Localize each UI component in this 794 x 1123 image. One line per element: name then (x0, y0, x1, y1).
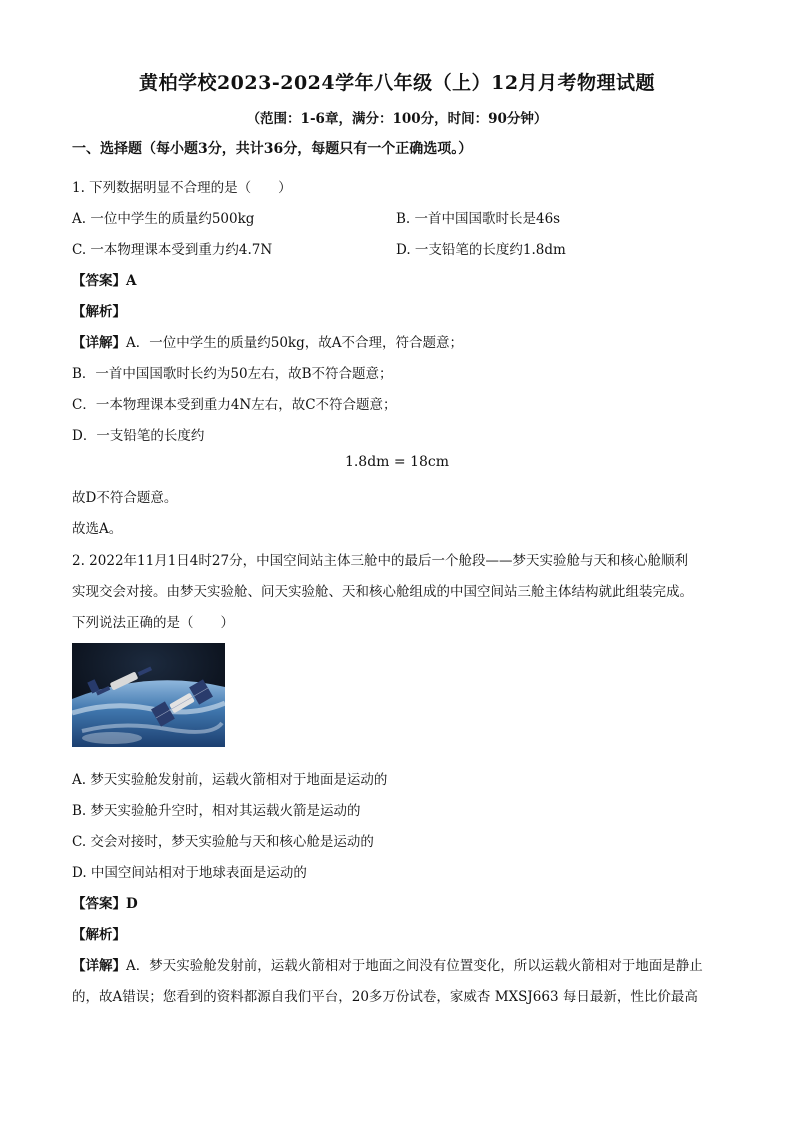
q1-detail-b: B．一首中国国歌时长约为50左右，故B不符合题意； (72, 366, 393, 382)
q2-answer: 【答案】D (72, 896, 138, 912)
q1-detail-a-text: A．一位中学生的质量约50kg，故A不合理，符合题意； (126, 335, 463, 351)
q1-detail-c: C．一本物理课本受到重力4N左右，故C不符合题意； (72, 397, 397, 413)
q2-stem-line-2: 实现交会对接。由梦天实验舱、问天实验舱、天和核心舱组成的中国空间站三舱主体结构就此组装完成。 (72, 584, 693, 600)
q2-detail-line-2: 的，故A错误；您看到的资料都源自我们平台，20多万份试卷，家威杏 MXSJ663 每日最新，性比价最高 (72, 989, 698, 1005)
q1-detail-d-conclusion: 故D不符合题意。 (72, 490, 178, 506)
q1-stem: 1. 下列数据明显不合理的是（ ） (72, 180, 292, 196)
q1-detail-label: 【详解】 (72, 335, 126, 351)
q1-option-a: A. 一位中学生的质量约500kg (72, 211, 255, 227)
q1-answer: 【答案】A (72, 273, 137, 289)
q1-final-answer: 故选A。 (72, 521, 123, 537)
space-station-image (72, 643, 225, 747)
exam-scope: （范围：1-6章，满分：100分，时间：90分钟） (246, 111, 548, 127)
q2-detail-line-1-text: A．梦天实验舱发射前，运载火箭相对于地面之间没有位置变化，所以运载火箭相对于地面是静止 (126, 958, 703, 974)
page-title: 黄柏学校2023-2024学年八年级（上）12月月考物理试题 (138, 72, 656, 94)
q2-stem-line-1: 2. 2022年11月1日4时27分，中国空间站主体三舱中的最后一个舱段——梦天实验舱与天和核心舱顺利 (72, 553, 689, 569)
q2-stem-line-3: 下列说法正确的是（ ） (72, 615, 234, 631)
q2-option-b: B. 梦天实验舱升空时，相对其运载火箭是运动的 (72, 803, 361, 819)
q1-option-b: B. 一首中国国歌时长是46s (396, 211, 561, 227)
q2-option-a: A. 梦天实验舱发射前，运载火箭相对于地面是运动的 (72, 772, 388, 788)
q2-option-c: C. 交会对接时，梦天实验舱与天和核心舱是运动的 (72, 834, 374, 850)
q1-detail-d: D．一支铅笔的长度约 (72, 428, 205, 444)
q1-analysis-label: 【解析】 (72, 304, 126, 320)
q1-option-d: D. 一支铅笔的长度约1.8dm (396, 242, 566, 258)
q1-formula: 1.8dm = 18cm (344, 454, 450, 470)
q2-analysis-label: 【解析】 (72, 927, 126, 943)
q1-option-c: C. 一本物理课本受到重力约4.7N (72, 242, 273, 258)
q1-detail-a (72, 331, 463, 351)
q2-detail-label: 【详解】 (72, 958, 126, 974)
q2-option-d: D. 中国空间站相对于地球表面是运动的 (72, 865, 307, 881)
q2-detail-line-1 (72, 954, 703, 974)
section-heading: 一、选择题（每小题3分，共计36分，每题只有一个正确选项。） (72, 141, 473, 157)
